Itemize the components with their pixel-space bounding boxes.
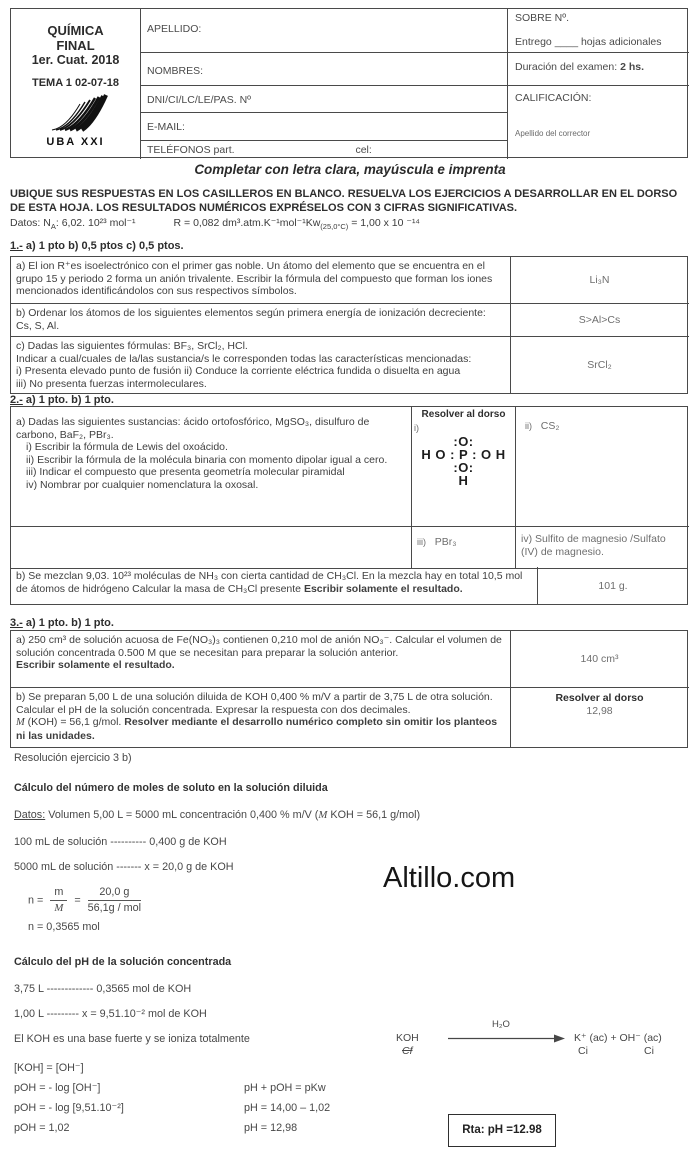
- header-table: [10, 8, 688, 158]
- q3a-question: a) 250 cm³ de solución acuosa de Fe(NO₃)₃ contienen 0,210 mol de anión NO₃⁻. Calcular el volumen de solución concentrada 0.500 M que se necesitan para preparar la solución anterior. Escribir solamente el resultado.: [11, 631, 511, 688]
- resolution-title: Resolución ejercicio 3 b): [14, 752, 132, 764]
- moles-equation: n = $\frac{m}{M}$ = $\frac{20,0 g}{\text{56,1g / mol}}$: [28, 886, 142, 914]
- proportion-375l: 3,75 L ------------- 0,3565 mol de KOH: [14, 983, 192, 995]
- q3b-question: b) Se preparan 5,00 L de una solución diluida de KOH 0,400 % m/V a partir de 3,75 L de otra solución. Calcular el pH de la solución concentrada. Expresar la respuesta con dos decimales. M (KOH) = 56,1 g/mol. Resolver mediante el desarrollo numérico completo sin omitir los planteos ni las unidades.: [11, 688, 511, 747]
- q1b-answer: S>Al>Cs: [511, 304, 689, 337]
- nombres-field: NOMBRES:: [141, 53, 507, 86]
- final-answer-box: Rta: pH =12.98: [448, 1114, 556, 1147]
- q2a-answer-iii: iii) PBr₃: [412, 527, 516, 568]
- altillo-watermark: Altillo.com: [383, 862, 516, 894]
- q3b-answer: Resolver al dorso 12,98: [555, 692, 644, 717]
- q2a-answer-i: Resolver al dorso i) :O: H O : P : O H :O: H: [412, 407, 516, 527]
- crossed-cf: Cf: [402, 1045, 413, 1057]
- calificacion-cell: [508, 86, 689, 159]
- q3-table: [10, 630, 688, 748]
- term-label: 1er. Cuat. 2018: [31, 53, 120, 67]
- entrego-label: Entrego ____ hojas adicionales: [515, 36, 662, 48]
- student-fields: [141, 9, 508, 159]
- reaction-arrow-icon: [448, 1034, 566, 1047]
- duracion-cell: Duración del examen: 2 hs.: [508, 53, 689, 86]
- uba-xxi-logo: [11, 92, 140, 149]
- course-title: QUÍMICA: [47, 23, 104, 38]
- logo-text: UBA XXI: [46, 136, 105, 148]
- h2o-over-arrow: H₂O: [492, 1019, 510, 1030]
- moles-result: n = 0,3565 mol: [28, 921, 100, 933]
- reactant-koh: KOH: [396, 1032, 419, 1044]
- ci-under-k: Ci: [578, 1045, 588, 1057]
- telefonos-field: TELÉFONOS part. cel:: [147, 144, 372, 156]
- ionization-line: El KOH es una base fuerte y se ioniza totalmente H₂O KOH Cf K⁺ (ac) + OH⁻ (ac) Ci Ci: [14, 1019, 662, 1057]
- q1-header: 1.- a) 1 pto b) 0,5 ptos c) 0,5 ptos.: [10, 240, 184, 252]
- sobre-label: SOBRE Nº.: [515, 12, 570, 24]
- q1b-question: b) Ordenar los átomos de los siguientes elementos según primera energía de ionización decreciente: Cs, S, Al.: [11, 304, 511, 337]
- resolution-section: [14, 752, 674, 1142]
- koh-oh-equality: [KOH] = [OH⁻]: [14, 1062, 84, 1074]
- q1a-question: a) El ion R⁺es isoelectrónico con el primer gas noble. Un átomo del elemento que se encuentra en el grupo 15 y periodo 2 forma un anión trivalente. Escribir la fórmula del compuesto que forman los iones mencionados identificándolos con sus respectivos símbolos.: [11, 257, 511, 304]
- q2a-answer-iv: iv) Sulfito de magnesio /Sulfato (IV) de magnesio.: [521, 533, 666, 558]
- calc-ph-title: Cálculo del pH de la solución concentrada: [14, 956, 232, 968]
- q2b-table: [10, 567, 688, 605]
- proportion-100ml: 100 mL de solución ---------- 0,400 g de KOH: [14, 836, 227, 848]
- fill-in-instruction-title: Completar con letra clara, mayúscula e imprenta: [194, 162, 506, 177]
- exam-type: FINAL: [56, 38, 95, 53]
- ci-under-oh: Ci: [644, 1045, 654, 1057]
- q2a-question: a) Dadas las siguientes sustancias: ácido ortofosfórico, MgSO₃, disulfuro de carbono, BaF₂, PBr₃. i) Escribir la fórmula de Lewis del oxoácido. ii) Escribir la fórmula de la molécula binaria con momento dipolar igual a cero. iii) Indicar el compuesto que presenta geometría molecular piramidal iv) Nombrar por cualquier nomenclatura la oxosal.: [11, 407, 412, 527]
- q1c-answer: SrCl₂: [587, 359, 612, 372]
- q2a-answer-ii: ii) CS₂: [516, 407, 689, 527]
- q3-header: 3.- a) 1 pto. b) 1 pto.: [10, 617, 114, 629]
- poh-definition: pOH = - log [OH⁻]: [14, 1082, 101, 1094]
- ph-pkw-relation: pH + pOH = pKw: [244, 1082, 326, 1094]
- constants-line: Datos: $N_A$: 6,02. 10²³ mol⁻¹ R = 0,082 $dm^3.atm.K^{-1}mol^{-1}Kw_{(25,0^\circ C)} = 1,00$ x 10 ⁻¹⁴: [10, 217, 420, 231]
- q1c-question: c) Dadas las siguientes fórmulas: BF₃, SrCl₂, HCl. Indicar a cual/cuales de la/las sustancia/s le corresponden todas las características mencionadas: i) Presenta elevado punto de fusión ii) Conduce la corriente eléctrica fundida o disuelta en agua iii) No presenta fuerzas intermoleculares.: [11, 337, 511, 393]
- calificacion-label: CALIFICACIÓN:: [515, 92, 592, 104]
- q2b-question: b) Se mezclan 9,03. 10²³ moléculas de NH₃ con cierta cantidad de CH₃Cl. En la mezcla hay en total 10,5 mol de átomos de hidrógeno Calcular la masa de CH₃Cl presente Escribir solamente el resultado.: [11, 567, 538, 604]
- poh-substitution: pOH = - log [9,51.10⁻²]: [14, 1102, 124, 1114]
- email-field: E-MAIL:: [141, 113, 507, 141]
- q2-header: 2.- a) 1 pto. b) 1 pto.: [10, 394, 114, 406]
- logo-arcs-icon: [40, 92, 112, 134]
- duracion-value: 2 hs.: [620, 61, 644, 73]
- tema-date-label: TEMA 1 02-07-18: [31, 77, 120, 89]
- cel-label: cel:: [355, 144, 372, 156]
- q3a-answer: 140 cm³: [511, 631, 689, 688]
- calc-moles-title: Cálculo del número de moles de soluto en la solución diluida: [14, 782, 328, 794]
- ph-subtraction: pH = 14,00 – 1,02: [244, 1102, 331, 1114]
- reaction-products: K⁺ (ac) + OH⁻ (ac): [574, 1032, 662, 1044]
- q2a-empty-cell: [11, 527, 412, 568]
- q1a-answer: Li₃N: [511, 257, 689, 304]
- dni-field: DNI/CI/LC/LE/PAS. Nº: [141, 86, 507, 113]
- sobre-cell: [508, 9, 689, 53]
- general-instructions: UBIQUE SUS RESPUESTAS EN LOS CASILLEROS EN BLANCO. RESUELVA LOS EJERCICIOS A DESARROLLAR EN EL DORSO DE ESTA HOJA. LOS RESULTADOS NUMÉRICOS EXPRÉSELOS CON 3 CIFRAS SIGNIFICATIVAS.: [10, 188, 678, 214]
- ph-calculation-lines: [14, 1062, 674, 1135]
- header-left-cell: [11, 9, 141, 159]
- lewis-structure: :O: H O : P : O H :O: H: [421, 434, 506, 488]
- corrector-label: Apellido del corrector: [515, 129, 591, 138]
- q1-table: [10, 256, 688, 394]
- proportion-5000ml: 5000 mL de solución ------- x = 20,0 g de KOH: [14, 861, 234, 873]
- ph-result: pH = 12,98: [244, 1122, 298, 1134]
- admin-fields: [508, 9, 689, 159]
- apellido-field: APELLIDO:: [141, 9, 507, 53]
- q2b-answer: 101 g.: [598, 579, 628, 592]
- datos-line: Datos: Volumen 5,00 L = 5000 mL concentración 0,400 % m/V (M KOH = 56,1 g/mol): [14, 809, 421, 821]
- proportion-1l: 1,00 L --------- x = 9,51.10⁻² mol de KOH: [14, 1008, 207, 1020]
- q2-table: [10, 406, 688, 569]
- poh-result: pOH = 1,02: [14, 1122, 70, 1134]
